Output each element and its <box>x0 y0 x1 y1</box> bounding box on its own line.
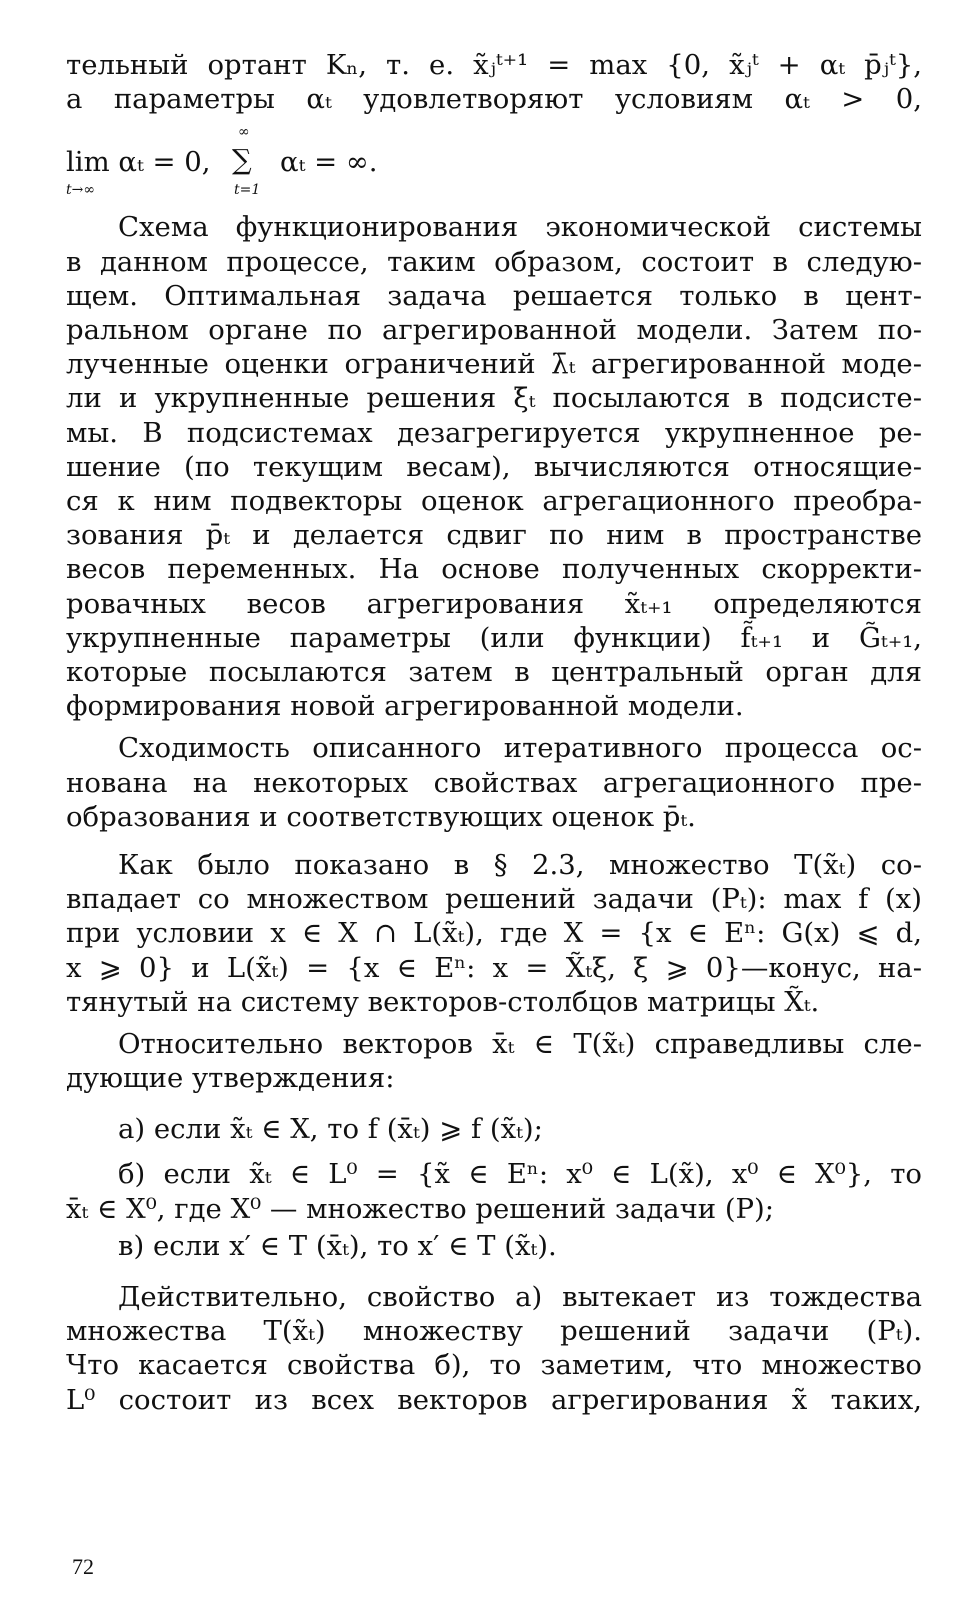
text-line: Действительно, свойство а) вытекает из тождества <box>118 1280 922 1313</box>
text-line: весов переменных. На основе полученных скорректи- <box>66 553 922 586</box>
text-line: ся к ним подвекторы оценок агрегационного преобра- <box>66 485 922 518</box>
limit-subscript: t→∞ <box>66 182 96 199</box>
text-line: при условии x ∈ X ∩ L(x̃ₜ), где X = {x ∈ Eⁿ: G(x) ⩽ d, <box>66 917 922 950</box>
page-number: 72 <box>72 1554 94 1579</box>
text-line: ли и укрупненные решения ξ̄ₜ посылаются в подсисте- <box>66 382 922 415</box>
paragraph-convergence <box>66 731 922 834</box>
limit-expression: lim αₜ = 0, <box>66 146 211 179</box>
text-line: тянутый на систему векторов-столбцов матрицы X̃ₜ. <box>66 985 820 1018</box>
statement-c: в) если x′ ∈ T (x̄ₜ), то x′ ∈ T (x̃ₜ). <box>118 1229 557 1262</box>
text-line: а параметры αₜ удовлетворяют условиям αₜ > 0, <box>66 83 922 116</box>
paragraph-set-definition <box>66 848 922 1019</box>
text-line: нована на некоторых свойствах агрегационного пре- <box>66 766 922 799</box>
text-line: Схема функционирования экономической системы <box>118 211 922 244</box>
limit-sum-formula <box>66 124 922 202</box>
paragraph-statements-intro <box>66 1027 922 1095</box>
text-line: Относительно векторов x̄ₜ ∈ T(x̃ₜ) справедливы сле- <box>118 1028 922 1061</box>
text-line: лученные оценки ограничений λ̄ₜ агрегированной моде- <box>66 348 922 381</box>
text-line: Как было показано в § 2.3, множество T(x̃ₜ) со- <box>118 849 922 882</box>
text-line: образования и соответствующих оценок p̄ₜ. <box>66 800 696 833</box>
text-line: Сходимость описанного итеративного процесса ос- <box>118 732 922 765</box>
page-text <box>66 48 922 1417</box>
text-line: щем. Оптимальная задача решается только в цент- <box>66 279 922 312</box>
text-line: L⁰ состоит из всех векторов агрегирования x̃ таких, <box>66 1383 922 1416</box>
sum-upper-limit: ∞ <box>238 124 250 141</box>
statements-list <box>66 1109 922 1265</box>
text-line: ровачных весов агрегирования x̃ₜ₊₁ определяются <box>66 587 922 620</box>
statement-a: а) если x̃ₜ ∈ X, то f (x̄ₜ) ⩾ f (x̃ₜ); <box>118 1113 543 1146</box>
sum-expression: αₜ = ∞. <box>280 146 378 179</box>
text-line: укрупненные параметры (или функции) f̃ₜ₊₁ и G̃ₜ₊₁, <box>66 621 922 654</box>
sum-sign: ∑ <box>232 144 252 177</box>
text-line: ральном органе по агрегированной модели. Затем по- <box>66 314 922 347</box>
text-line: мы. В подсистемах дезагрегируется укрупненное ре- <box>66 416 922 449</box>
text-line: дующие утверждения: <box>66 1062 395 1095</box>
paragraph-scheme <box>66 210 922 723</box>
text-line: Что касается свойства б), то заметим, что множество <box>66 1349 922 1382</box>
text-line: тельный ортант Kₙ, т. е. x̃ⱼᵗ⁺¹ = max {0, x̃ⱼᵗ + αₜ p̄ⱼᵗ}, <box>66 49 922 81</box>
statement-b-line2: x̄ₜ ∈ X⁰, где X⁰ — множество решений задачи (P); <box>66 1192 775 1225</box>
paragraph-proof <box>66 1280 922 1417</box>
statement-b-line1: б) если x̃ₜ ∈ L⁰ = {x̃ ∈ Eⁿ: x⁰ ∈ L(x̃), x⁰ ∈ X⁰}, то <box>118 1158 922 1191</box>
text-line: в данном процессе, таким образом, состоит в следую- <box>66 245 922 278</box>
text-line: множества T(x̃ₜ) множеству решений задачи (Pₜ). <box>66 1315 922 1348</box>
text-line: x ⩾ 0} и L(x̃ₜ) = {x ∈ Eⁿ: x = X̃ₜξ, ξ ⩾ 0}—конус, на- <box>66 951 922 984</box>
text-line: впадает со множеством решений задачи (Pₜ): max f (x) <box>66 883 922 916</box>
text-line: зования p̄ₜ и делается сдвиг по ним в пространстве <box>66 519 922 552</box>
sum-lower-limit: t=1 <box>234 182 261 199</box>
text-line: формирования новой агрегированной модели. <box>66 690 744 723</box>
text-line: которые посылаются затем в центральный орган для <box>66 656 922 689</box>
text-line: шение (по текущим весам), вычисляются относящие- <box>66 450 922 483</box>
